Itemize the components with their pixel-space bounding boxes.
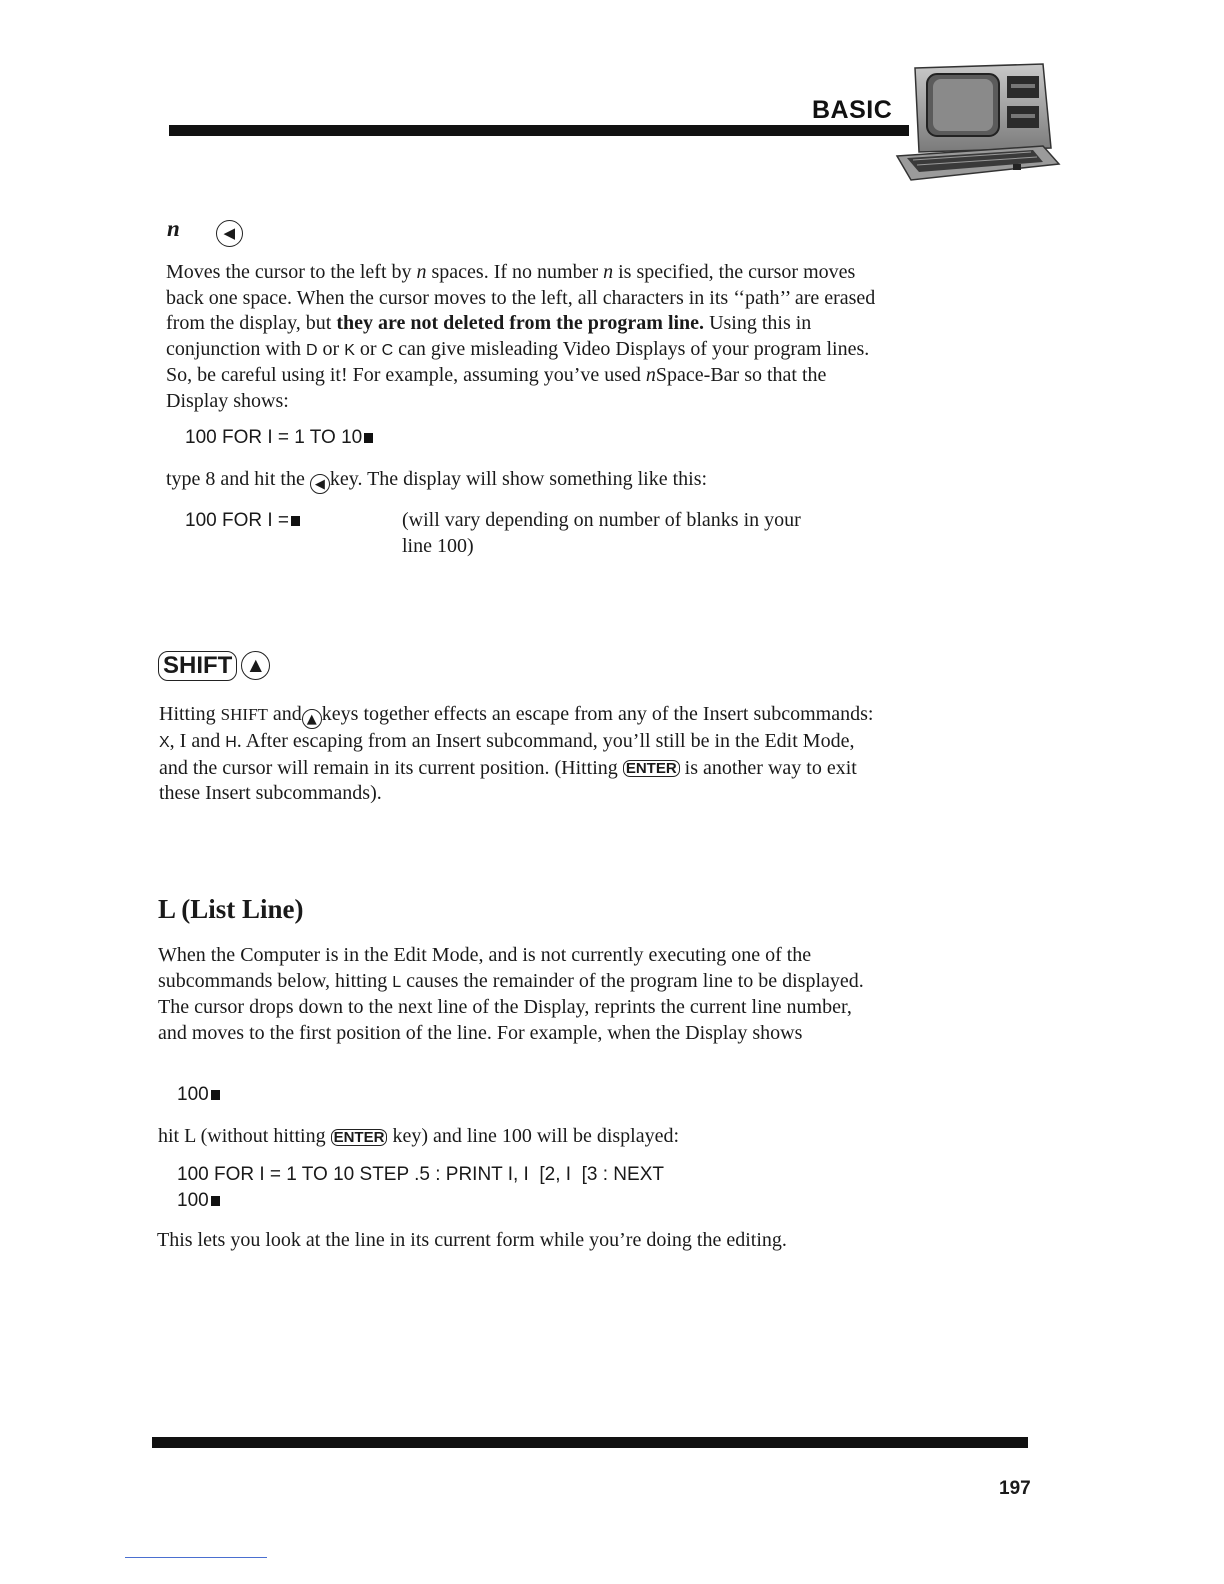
cursor-block-icon: [291, 516, 300, 526]
text: key) and line 100 will be displayed:: [387, 1125, 680, 1147]
code-line-1: 100 FOR I = 1 TO 10 STEP .5 : PRINT I, I [2, I [3 : NEXT: [177, 1164, 664, 1185]
section3-paragraph-3: This lets you look at the line in its current form while you’re doing the editing.: [157, 1229, 787, 1251]
shift-key: SHIFT: [158, 651, 237, 681]
code-example-4: [177, 1162, 664, 1214]
enter-key: ENTER: [623, 760, 680, 777]
header-rule: [169, 125, 909, 136]
enter-key: ENTER: [331, 1129, 388, 1146]
section1-paragraph-2: [166, 467, 707, 494]
command-h: H: [225, 734, 237, 751]
header-title: BASIC: [812, 96, 893, 124]
cursor-block-icon: [364, 433, 373, 443]
up-arrow-key-icon: ▲: [302, 709, 322, 729]
italic-n: n: [645, 364, 656, 386]
left-arrow-key-icon: ◀: [310, 474, 330, 494]
code-line-2: [177, 1188, 664, 1214]
up-arrow-key-icon: ▲: [241, 651, 270, 680]
command-k: K: [344, 341, 355, 359]
code-example-1: [185, 425, 373, 451]
section2-paragraph: [159, 702, 879, 807]
text: type 8 and hit the: [166, 468, 310, 490]
text: and: [267, 703, 302, 725]
section3-paragraph-2: [158, 1124, 679, 1150]
text: and: [186, 730, 226, 752]
code-text: 100: [177, 1190, 209, 1211]
code-text: 100 FOR I = 1 TO 10: [185, 427, 363, 448]
command-d: D: [305, 341, 318, 359]
command-l: L: [392, 973, 402, 991]
text: can give misleading Video Displays of your program lines. So, be careful using it! For example, assuming you’ve used: [166, 337, 870, 386]
computer-icon: [893, 60, 1063, 185]
text: or: [317, 337, 345, 360]
footer-rule: [152, 1437, 1028, 1448]
section-heading-shift-up-arrow: [158, 651, 270, 681]
text: Moves the cursor to the left by: [166, 261, 417, 283]
code-text: 100: [177, 1084, 209, 1105]
left-arrow-key-icon: ◀: [216, 220, 243, 247]
text: is another way to exit these Insert subcommands).: [159, 756, 857, 804]
text: is specified, the cursor moves back one space. When the cursor moves to the left, all characters in its ‘‘path’’ are erased from the display, but: [166, 261, 876, 334]
command-c: C: [381, 341, 394, 359]
section3-paragraph: [158, 943, 878, 1046]
command-i: I: [179, 730, 187, 752]
command-x: X: [159, 734, 170, 751]
text: Hitting: [159, 703, 221, 725]
shift-word: SHIFT: [220, 705, 268, 724]
bottom-divider: [125, 1557, 267, 1558]
heading-variable-n: n: [167, 216, 180, 241]
text: Space-Bar so that the Display shows:: [166, 364, 827, 412]
text: key. The display will show something like this:: [329, 468, 708, 490]
code-example-2: [185, 508, 300, 534]
text: ,: [169, 730, 180, 752]
text: When the Computer is in the Edit Mode, and is not currently executing one of the subcommands below, hitting: [158, 944, 812, 992]
text: hit L (without hitting: [158, 1125, 331, 1147]
code-example-note: (will vary depending on number of blanks in your line 100): [402, 509, 801, 557]
text: spaces. If no number: [426, 261, 604, 283]
section1-paragraph: [166, 260, 876, 414]
italic-n: n: [603, 261, 614, 283]
text: keys together effects an escape from any of the Insert subcommands:: [321, 703, 874, 725]
code-example-3: [177, 1082, 220, 1108]
section-heading-n-left-arrow: [167, 216, 243, 247]
page-number: 197: [999, 1478, 1031, 1499]
section-heading-list-line: L (List Line): [158, 894, 304, 924]
text: . After escaping from an Insert subcommand, you’ll still be in the Edit Mode, and the cursor will remain in its current position. (Hitting: [159, 730, 855, 779]
text: causes the remainder of the program line to be displayed. The cursor drops down to the next line of the Display, reprints the current line number, and moves to the first position of the line. For example, when the Display shows: [158, 969, 864, 1044]
cursor-block-icon: [211, 1090, 220, 1100]
bold-warning: they are not deleted from the program line.: [336, 312, 705, 334]
text: Using this in conjunction with: [166, 312, 812, 360]
code-text: 100 FOR I =: [185, 510, 290, 531]
cursor-block-icon: [211, 1196, 220, 1206]
italic-n: n: [416, 261, 427, 283]
text: or: [354, 337, 382, 360]
